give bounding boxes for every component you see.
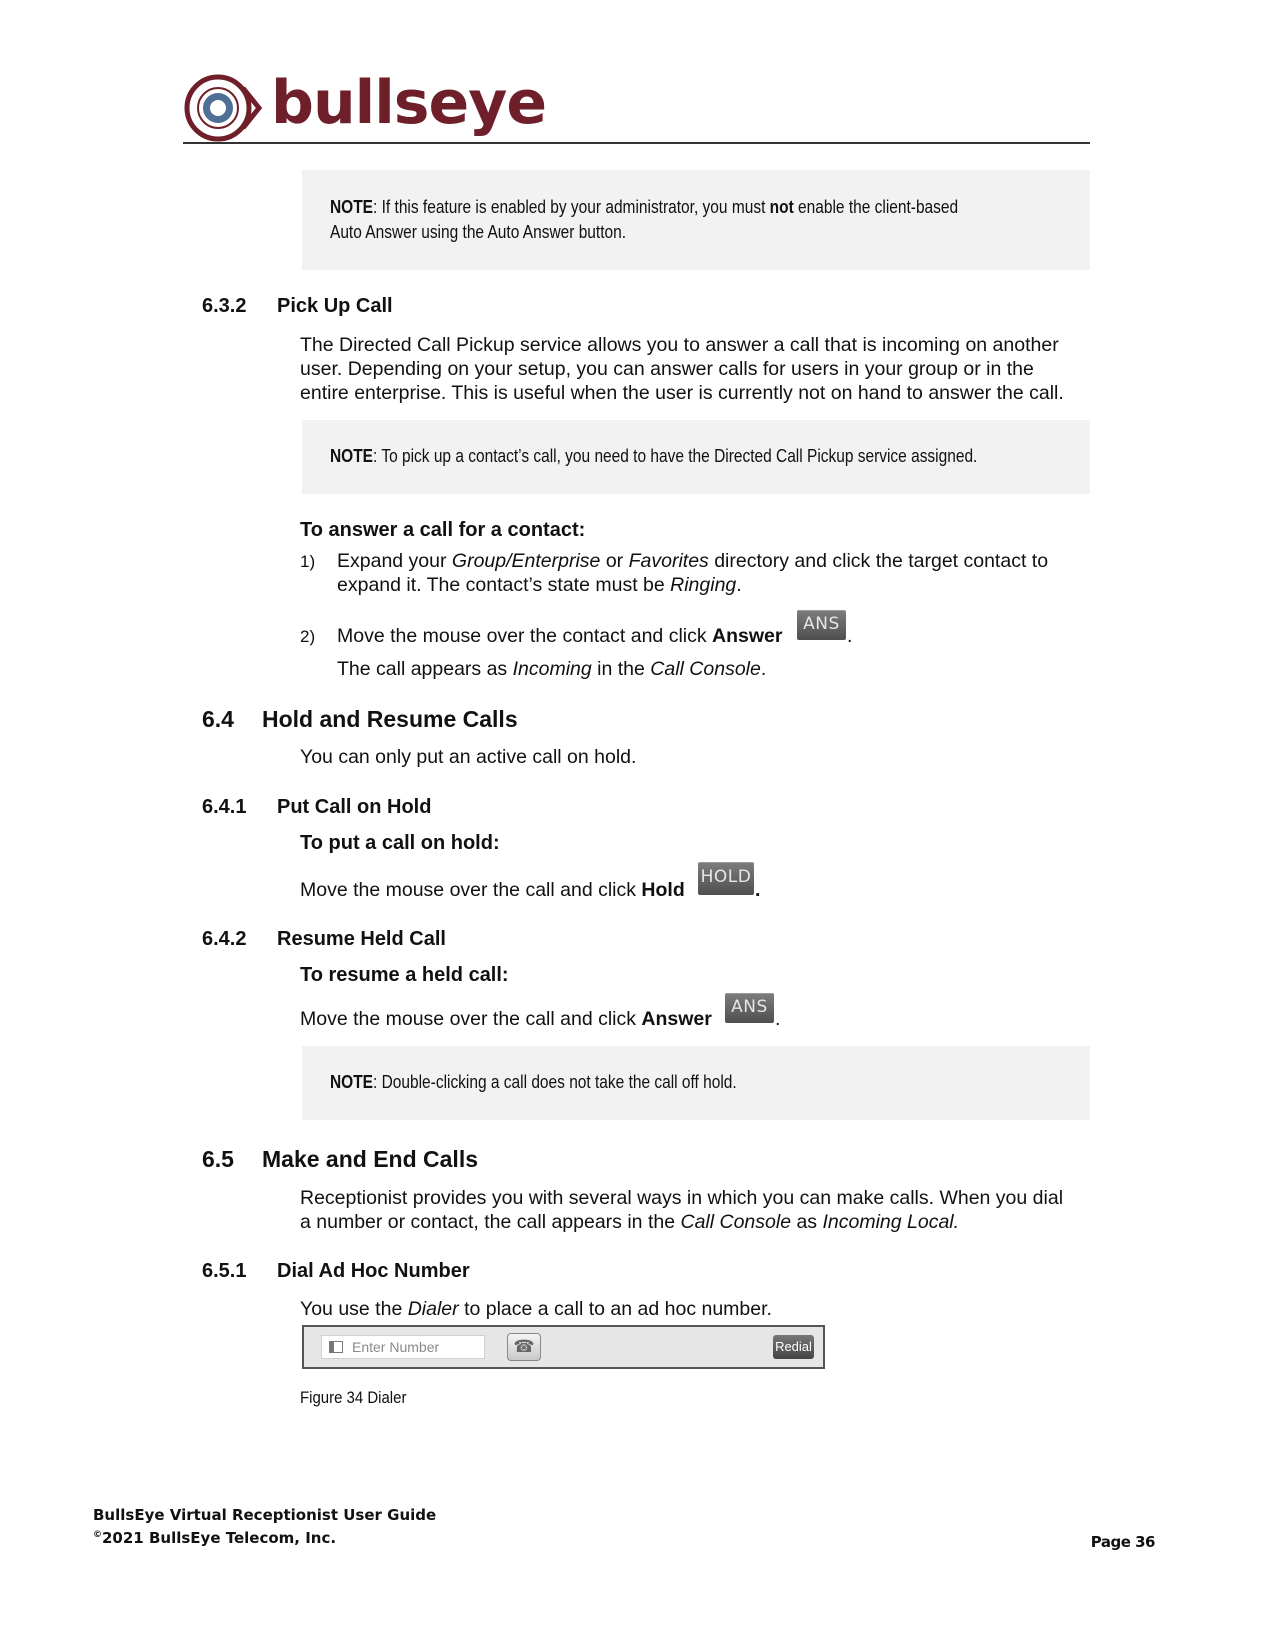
section-title: Pick Up Call <box>277 295 393 317</box>
paragraph: You can only put an active call on hold. <box>300 746 637 768</box>
instruction: Move the mouse over the call and click Hold <box>300 879 685 901</box>
note-label: NOTE <box>330 1072 374 1092</box>
section-number: 6.4 <box>202 706 234 732</box>
logo-wordmark: bullseye <box>271 68 547 138</box>
step-number: 1) <box>300 552 316 571</box>
note-text: Auto Answer using the Auto Answer button. <box>330 222 627 242</box>
instruction: Move the mouse over the call and click Answer <box>300 1008 712 1030</box>
dialer-number-input <box>321 1335 485 1359</box>
section-number: 6.5 <box>202 1146 234 1172</box>
section-title: Hold and Resume Calls <box>262 706 518 732</box>
section-number: 6.4.2 <box>202 928 247 950</box>
dialer-figure <box>302 1325 825 1369</box>
paragraph: The Directed Call Pickup service allows you to answer a call that is incoming on another user. Depending on your setup, you can answer calls for users in your group or in the entire enterprise. This is useful when the user is currently not on hand to answer the call. <box>300 334 1064 404</box>
footer-title: BullsEye Virtual Receptionist User Guide <box>93 1506 437 1524</box>
hold-button-image: HOLD <box>698 862 754 895</box>
step-number: 2) <box>300 627 316 646</box>
step-text: Expand your Group/Enterprise or Favorites directory and click the target contact to expand it. The contact’s state must be Ringing. <box>337 550 1049 596</box>
section-number: 6.4.1 <box>202 796 247 818</box>
directory-icon <box>329 1341 343 1353</box>
section-number: 6.5.1 <box>202 1260 247 1282</box>
section-title: Resume Held Call <box>277 928 446 950</box>
figure-caption: Figure 34 Dialer <box>300 1388 407 1407</box>
phone-keypad-icon: ☎ <box>507 1333 541 1361</box>
bullseye-logo <box>183 68 547 144</box>
note-label: NOTE <box>330 446 374 466</box>
note-label: NOTE <box>330 197 374 217</box>
dialer-placeholder: Enter Number <box>352 1339 440 1355</box>
section-title: Make and End Calls <box>262 1146 479 1172</box>
redial-button: Redial <box>773 1335 814 1359</box>
procedure-heading: To resume a held call: <box>300 964 509 986</box>
paragraph: You use the Dialer to place a call to an ad hoc number. <box>300 1298 772 1320</box>
paragraph: Receptionist provides you with several ways in which you can make calls. When you dial a number or contact, the call appears in the Call Console as Incoming Local. <box>300 1187 1064 1233</box>
note-double-click: NOTE: Double-clicking a call does not take the call off hold. <box>302 1046 1090 1120</box>
section-number: 6.3.2 <box>202 295 247 317</box>
bullseye-target-icon <box>183 74 263 144</box>
step-text: Move the mouse over the contact and click Answer <box>337 625 783 647</box>
step-result: The call appears as Incoming in the Call Console. <box>337 658 767 680</box>
page-number: Page 36 <box>1090 1533 1155 1551</box>
procedure-heading: To answer a call for a contact: <box>300 519 586 541</box>
answer-button-image: ANS <box>797 610 846 640</box>
section-title: Put Call on Hold <box>277 796 432 818</box>
note-pickup-service: NOTE: To pick up a contact’s call, you need to have the Directed Call Pickup service assigned. <box>302 420 1090 494</box>
section-title: Dial Ad Hoc Number <box>277 1260 470 1282</box>
footer-copyright: ©2021 BullsEye Telecom, Inc. <box>93 1529 337 1547</box>
procedure-heading: To put a call on hold: <box>300 832 500 854</box>
header-divider <box>183 142 1090 144</box>
answer-button-image: ANS <box>725 993 774 1023</box>
note-auto-answer: NOTE: If this feature is enabled by your administrator, you must not enable the client-based Auto Answer using the Auto Answer button. <box>302 170 1090 270</box>
